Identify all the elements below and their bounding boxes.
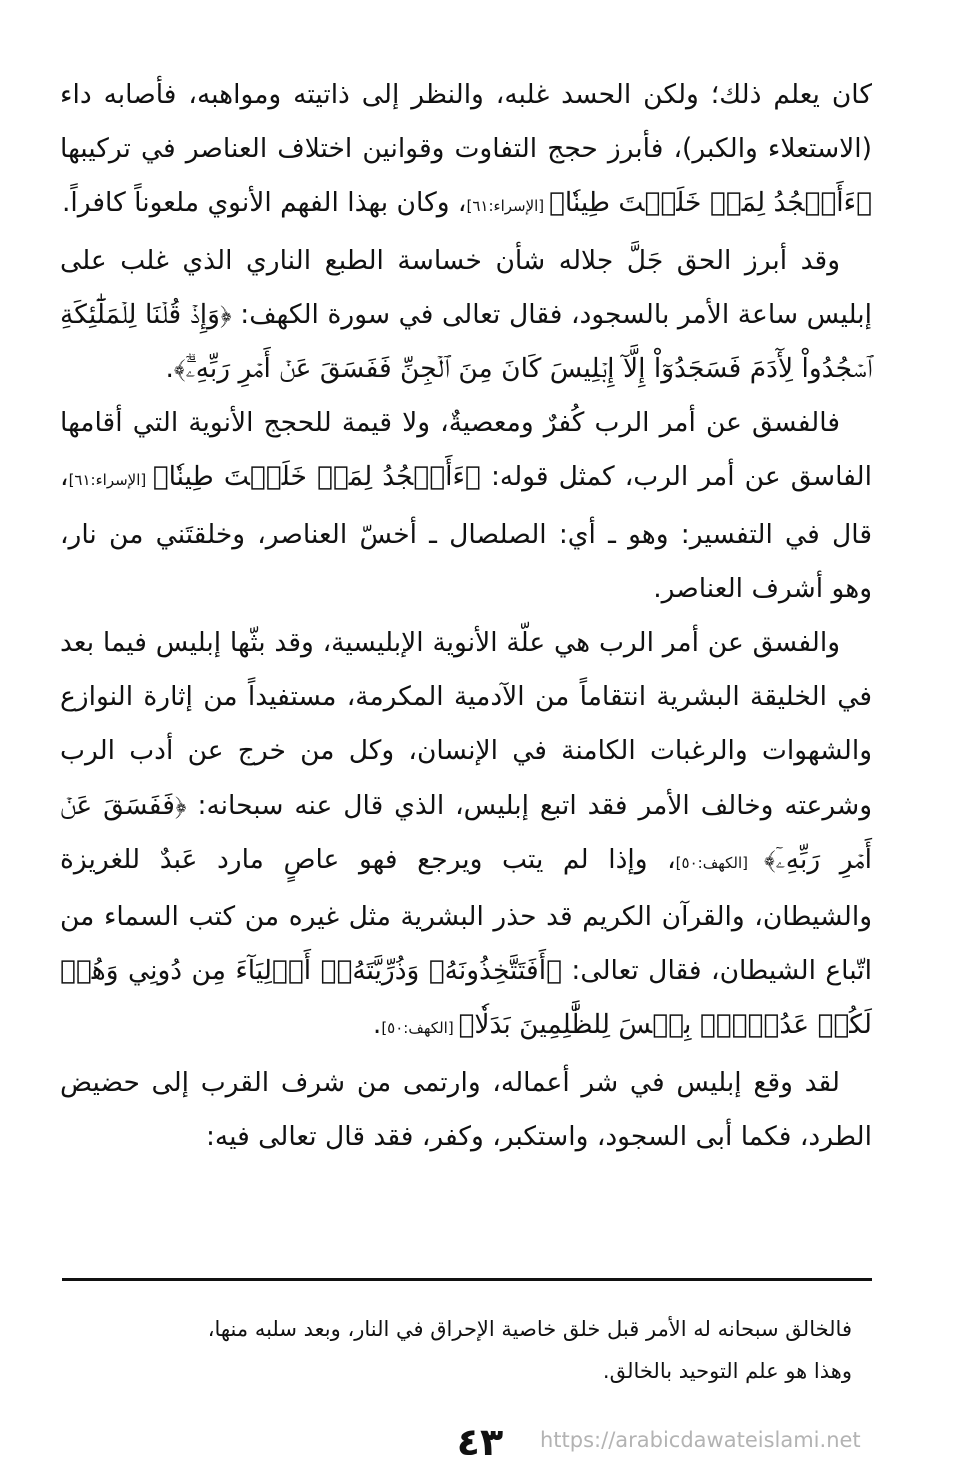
verse-reference: [الإسراء:٦١] (68, 471, 153, 490)
paragraph-text: والفسق عن أمر الرب هي علّة الأنوية الإبليسية، وقد بثّها إبليس فيما بعد في الخليقة البشرية انتقاماً من الآدمية المكرمة، مستفيداً من إثارة النوازع والشهوات والرغبات الكامنة في الإنسان، وكل من خرج عن أدب الرب وشرعته وخالف الأمر فقد اتبع إبليس، الذي قال عنه سبحانه: (60, 627, 872, 821)
paragraph-text: . (165, 353, 174, 385)
verse-reference: [الكهف:٥٠] (675, 853, 764, 872)
paragraph (60, 396, 872, 616)
quran-verse: ﴿ءَأَسۡجُدُ لِمَنۡ خَلَقۡتَ طِينٗا﴾ (152, 461, 481, 493)
paragraph (60, 616, 872, 1056)
quran-verse: ﴿فَفَسَقَ عَنۡ أَمۡرِ رَبِّهِۦٓ﴾ (60, 789, 872, 875)
paragraph-text: وقد أبرز الحق جَلَّ جلاله شأن خساسة الطبع الناري الذي غلب على إبليس ساعة الأمر بالسجود، فقال تعالى في سورة الكهف: (60, 244, 872, 330)
watermark-url: https://arabicdawateislami.net (540, 1428, 861, 1452)
quran-verse: ﴿أَفَتَتَّخِذُونَهُۥ وَذُرِّيَّتَهُۥٓ أَوۡلِيَآءَ مِن دُونِي وَهُمۡ لَكُمۡ عَدُوُّۢۚ بِئۡسَ لِلظَّٰلِمِينَ بَدَلٗا﴾ (60, 955, 872, 1041)
footnote-separator (62, 1278, 872, 1281)
quran-verse: ﴿وَإِذۡ قُلۡنَا لِلۡمَلَٰٓئِكَةِ ٱسۡجُدُواْ لِأٓدَمَ فَسَجَدُوٓاْ إِلَّآ إِبۡلِيسَ كَانَ مِنَ ٱلۡجِنِّ فَفَسَقَ عَنۡ أَمۡرِ رَبِّهِۦٓۗ﴾ (60, 298, 872, 385)
main-text (60, 68, 872, 1164)
paragraph-text: ، وإذا لم يتب ويرجع فهو عاصٍ مارد عَبدٌ للغريزة والشيطان، والقرآن الكريم قد حذر البشرية مثل غيره من كتب السماء من اتّباع الشيطان، فقال تعالى: (60, 843, 872, 987)
footnote-line: وهذا هو علم التوحيد بالخالق. (602, 1359, 852, 1383)
paragraph (60, 234, 872, 397)
page-number: ٤٣ (456, 1420, 504, 1464)
quran-verse: ﴿ءَأَسۡجُدُ لِمَنۡ خَلَقۡتَ طِينٗا﴾ (548, 187, 872, 219)
paragraph-text: ، وكان بهذا الفهم الأنوي ملعوناً كافراً. (61, 187, 467, 219)
paragraph-text: فالفسق عن أمر الرب كُفرٌ ومعصيةٌ، ولا قيمة للحجج الأنوية التي أقامها الفاسق عن أمر الرب، كمثل قوله: (60, 407, 872, 493)
paragraph-text: ، قال في التفسير: وهو ـ أي: الصلصال ـ أخسّ العناصر، وخلقتَني من نار، وهو أشرف العناصر. (60, 461, 872, 604)
paragraph (60, 68, 872, 234)
paragraph-text: . (372, 1009, 382, 1041)
paragraph-text: لقد وقع إبليس في شر أعماله، وارتمى من شرف القرب إلى حضيض الطرد، فكما أبى السجود، واستكبر، وكفر، فقد قال تعالى فيه: (60, 1066, 872, 1152)
footnote-line: فالخالق سبحانه له الأمر قبل خلق خاصية الإحراق في النار، وبعد سلبه منها، (207, 1317, 852, 1341)
paragraph-text: كان يعلم ذلك؛ ولكن الحسد غلبه، والنظر إلى ذاتيته ومواهبه، فأصابه داء (الاستعلاء والكبر)، فأبرز حجج التفاوت وقوانين اختلاف العناصر في تركيبها (60, 79, 872, 165)
verse-reference: [الكهف:٥٠] (381, 1019, 459, 1038)
verse-reference: [الإسراء:٦١] (466, 197, 549, 216)
paragraph (60, 1056, 872, 1164)
footnote (62, 1308, 862, 1392)
